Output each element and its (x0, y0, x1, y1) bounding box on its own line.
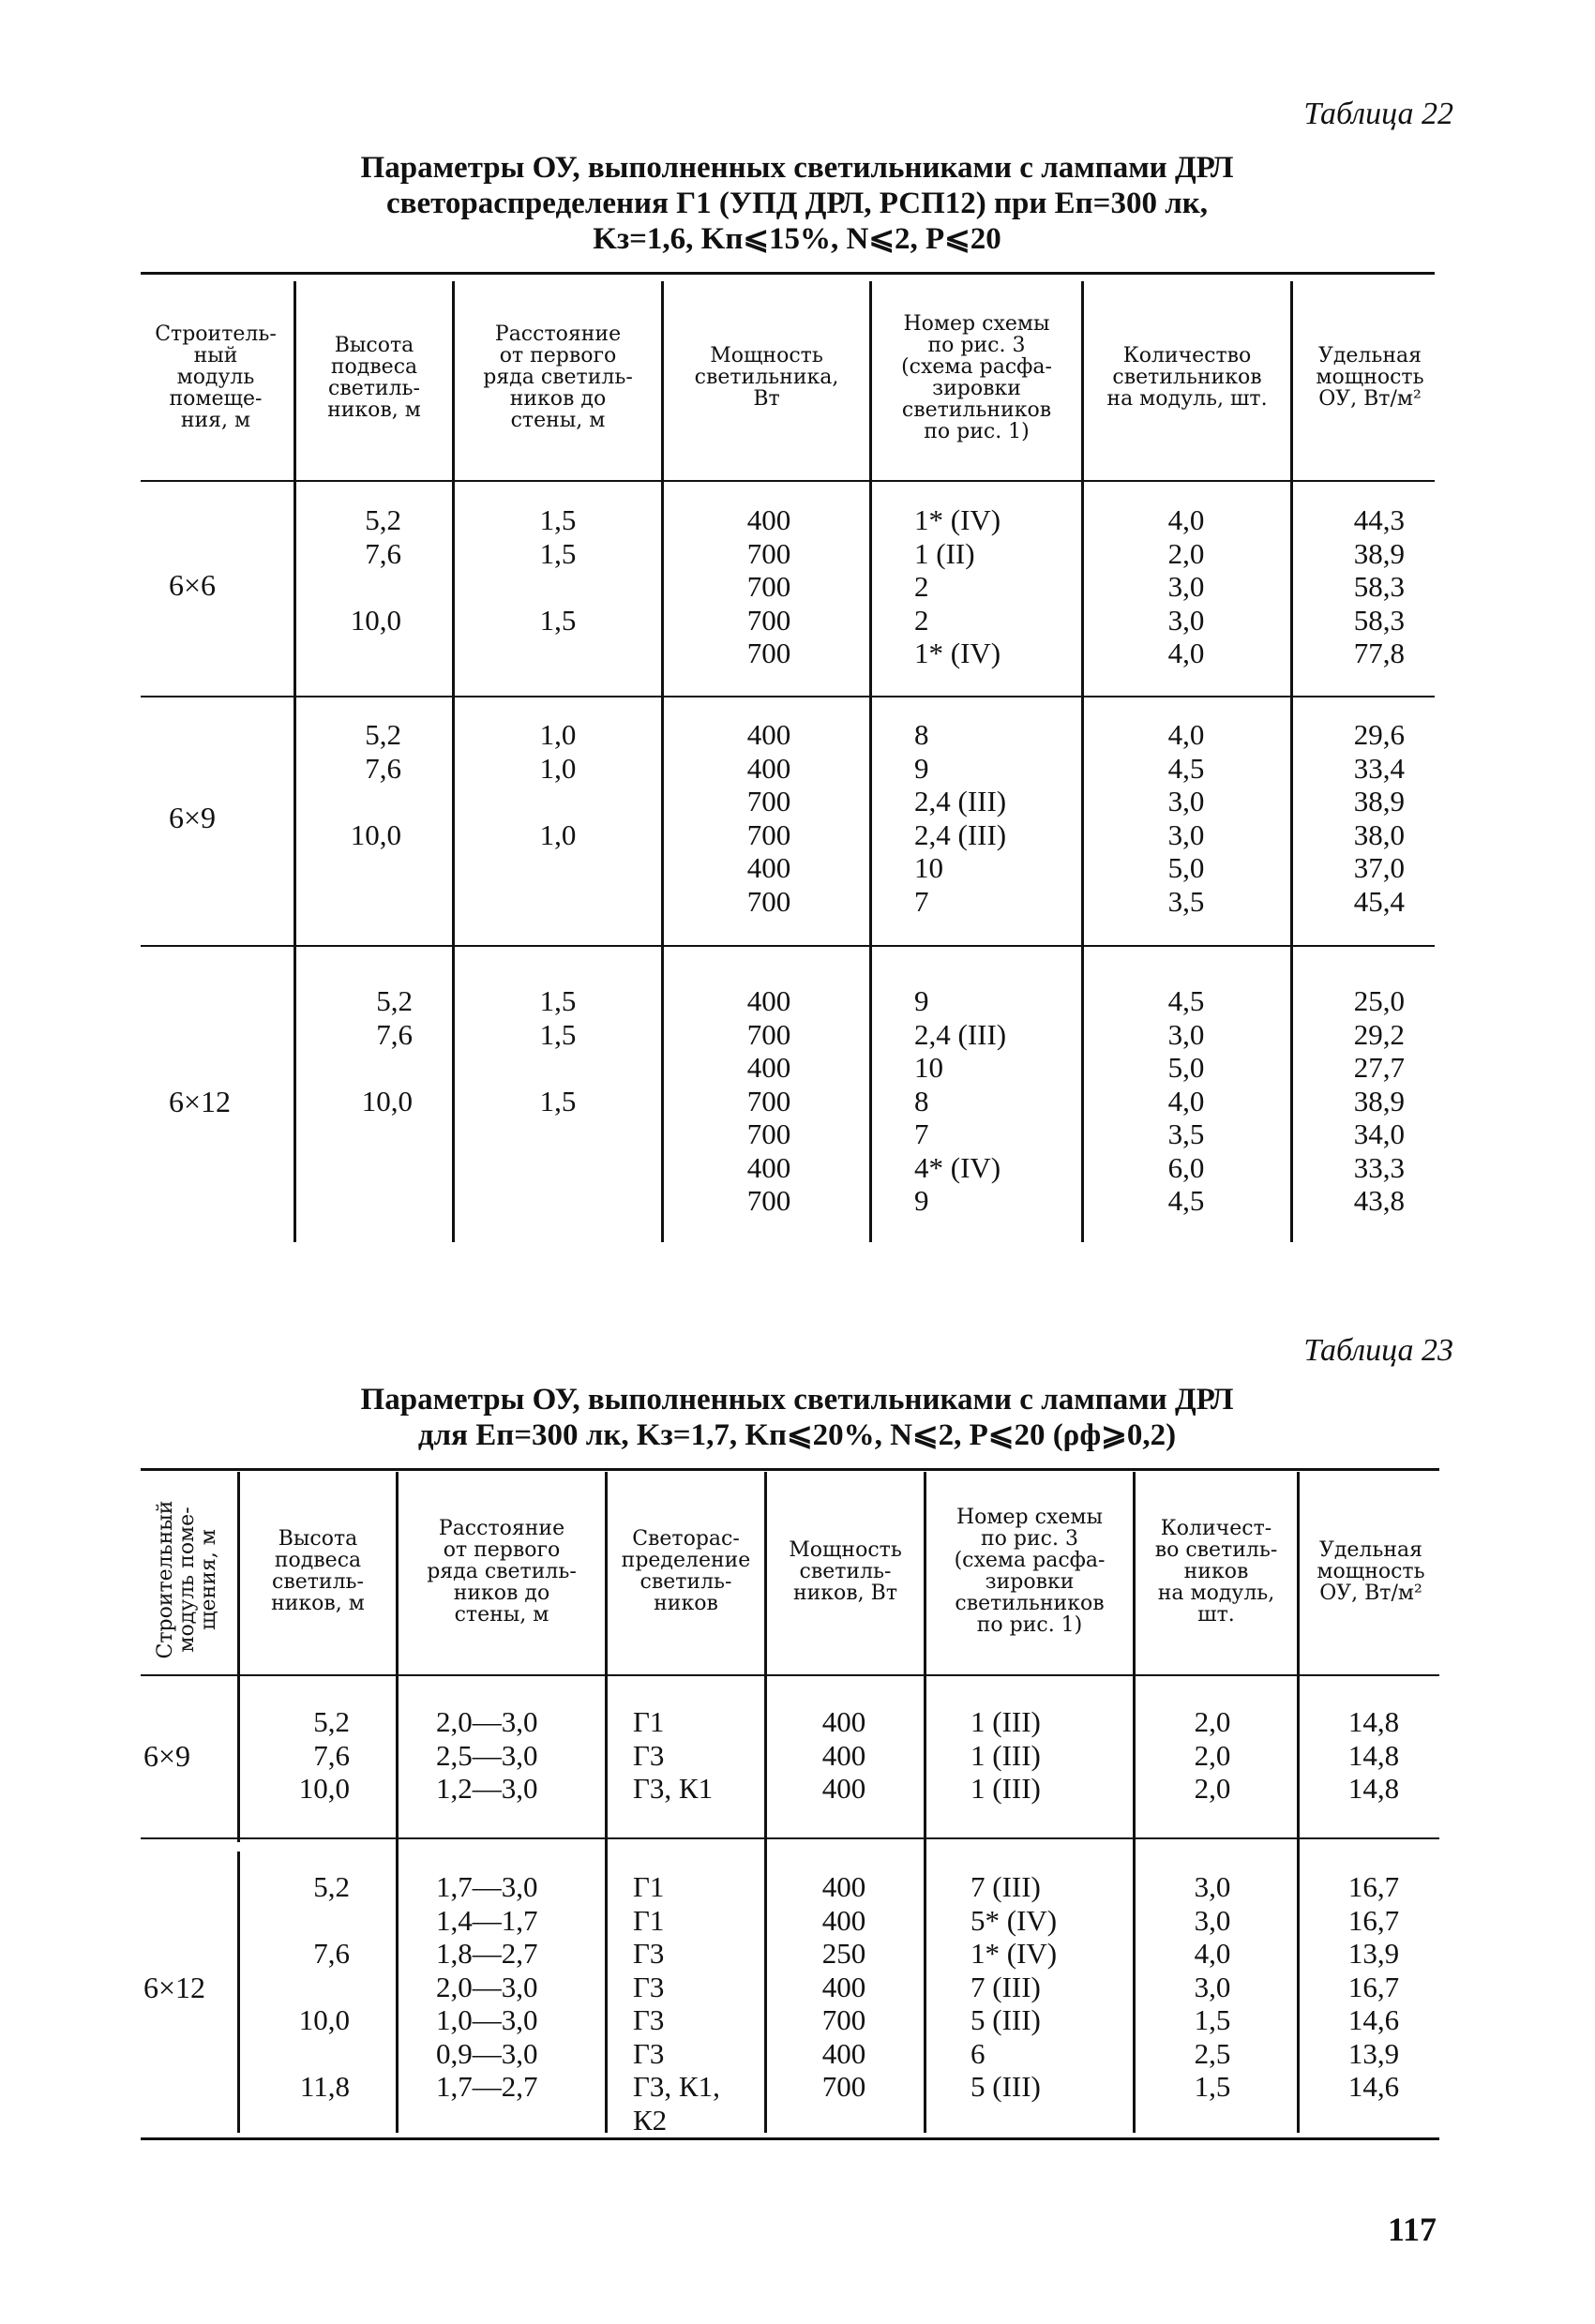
table-23-module-cell: 6×9 (143, 1739, 191, 1773)
table-23-specific-cell: 16,7 16,7 13,9 16,7 14,6 13,9 14,6 (1347, 1870, 1400, 2103)
table-22-specific-cell: 25,0 29,2 27,7 38,9 34,0 33,3 43,8 (1353, 984, 1405, 1217)
table-22-height-cell: 5,2 7,6 10,0 (361, 984, 413, 1117)
table-23-col-rule (605, 1472, 608, 2133)
table-22-module-cell: 6×6 (169, 568, 217, 602)
table-22-header-module: Строитель- ный модуль помеще- ния, м (155, 322, 277, 432)
table-23-distance-cell: 2,0—3,0 2,5—3,0 1,2—3,0 (436, 1705, 538, 1805)
table-22-col-rule (869, 281, 872, 1242)
table-22-module-cell: 6×12 (169, 1085, 232, 1118)
table-23-header-height: Высота подвеса светиль- ников, м (271, 1527, 365, 1615)
table-22-label: Таблица 22 (1303, 97, 1453, 131)
table-23-col-rule (237, 1852, 240, 2133)
table-23-col-rule (924, 1472, 926, 2133)
table-22-count-cell: 4,0 2,0 3,0 3,0 4,0 (1167, 503, 1205, 669)
table-23-header-distance: Расстояние от первого ряда светиль- ников до стены, м (427, 1516, 577, 1627)
table-23-group-rule (141, 1837, 1439, 1839)
table-23-top-rule (141, 1468, 1439, 1471)
table-23-distance-cell: 1,7—3,0 1,4—1,7 1,8—2,7 2,0—3,0 1,0—3,0 0,9—3,0 1,7—2,7 (436, 1870, 538, 2103)
table-23-module-cell: 6×12 (143, 1971, 206, 2004)
table-23-header-module: Строительный модуль поме- щения, м (154, 1500, 220, 1659)
table-22-col-rule (1081, 281, 1084, 1242)
table-23-title: Параметры ОУ, выполненных светильниками с лампами ДРЛ для Eп=300 лк, Kз=1,7, Kп⩽20%, N⩽2, P⩽20 (ρф⩾0,2) (360, 1383, 1234, 1452)
table-23-col-rule (1133, 1472, 1136, 2133)
table-23-header-scheme: Номер схемы по рис. 3 (схема расфа- зировки светильников по рис. 1) (954, 1506, 1106, 1637)
table-23-header-distribution: Светорас- пределение светиль- ников (621, 1527, 751, 1615)
table-22-header-rule (141, 480, 1435, 482)
table-23-height-cell: 5,2 7,6 10,0 (298, 1705, 350, 1805)
table-22-power-cell: 400 400 700 700 400 700 (746, 718, 791, 918)
page-number: 117 (1388, 2211, 1437, 2248)
table-22-specific-cell: 44,3 38,9 58,3 58,3 77,8 (1353, 503, 1405, 669)
table-22-header-distance: Расстояние от первого ряда светиль- ников до стены, м (483, 322, 633, 432)
table-22-scheme-cell: 1* (IV) 1 (II) 2 2 1* (IV) (914, 503, 1001, 669)
table-22-module-cell: 6×9 (169, 801, 217, 834)
table-22-count-cell: 4,5 3,0 5,0 4,0 3,5 6,0 4,5 (1167, 984, 1205, 1217)
table-23-col-rule (237, 1472, 240, 1842)
table-23-col-rule (764, 1472, 767, 2133)
table-23-bottom-rule (141, 2137, 1439, 2140)
table-23-specific-cell: 14,8 14,8 14,8 (1347, 1705, 1400, 1805)
table-22-power-cell: 400 700 700 700 700 (746, 503, 791, 669)
table-22-count-cell: 4,0 4,5 3,0 3,0 5,0 3,5 (1167, 718, 1205, 918)
table-23-header-rule (141, 1674, 1439, 1676)
table-23-power-cell: 400 400 400 (821, 1705, 866, 1805)
table-22-col-rule (452, 281, 455, 1242)
table-22-distance-cell: 1,0 1,0 1,0 (539, 718, 577, 851)
table-22-header-scheme: Номер схемы по рис. 3 (схема расфа- зировки светильников по рис. 1) (901, 311, 1052, 443)
table-23-distribution-cell: Г1 Г1 Г3 Г3 Г3 Г3 Г3, К1, К2 (633, 1870, 720, 2137)
table-23-label: Таблица 23 (1303, 1333, 1453, 1368)
table-22-height-cell: 5,2 7,6 10,0 (350, 718, 401, 851)
table-23-power-cell: 400 400 250 400 700 400 700 (821, 1870, 866, 2103)
table-23-col-rule (396, 1472, 399, 2133)
table-23-header-power: Мощность светиль- ников, Вт (789, 1537, 902, 1605)
table-22-group-rule (141, 696, 1435, 697)
table-22-scheme-cell: 8 9 2,4 (III) 2,4 (III) 10 7 (914, 718, 1007, 918)
table-22-col-rule (1290, 281, 1293, 1242)
table-22-header-count: Количество светильников на модуль, шт. (1106, 344, 1268, 411)
table-22-height-cell: 5,2 7,6 10,0 (350, 503, 401, 637)
table-22-distance-cell: 1,5 1,5 1,5 (539, 984, 577, 1117)
table-22-col-rule (661, 281, 664, 1242)
table-23-scheme-cell: 1 (III) 1 (III) 1 (III) (971, 1705, 1041, 1805)
table-22-scheme-cell: 9 2,4 (III) 10 8 7 4* (IV) 9 (914, 984, 1007, 1217)
table-23-header-count: Количест- во светиль- ников на модуль, шт. (1154, 1516, 1278, 1627)
table-23-count-cell: 3,0 3,0 4,0 3,0 1,5 2,5 1,5 (1194, 1870, 1231, 2103)
table-23-col-rule (1297, 1472, 1300, 2133)
table-23-count-cell: 2,0 2,0 2,0 (1194, 1705, 1231, 1805)
table-22-header-height: Высота подвеса светиль- ников, м (327, 333, 421, 422)
table-22-header-power: Мощность светильника, Вт (694, 344, 839, 411)
table-23-height-cell: 5,2 7,6 10,0 11,8 (298, 1870, 350, 2103)
table-22-power-cell: 400 700 400 700 700 400 700 (746, 984, 791, 1217)
table-23-scheme-cell: 7 (III) 5* (IV) 1* (IV) 7 (III) 5 (III) 6 5 (III) (971, 1870, 1058, 2103)
table-22-col-rule (293, 281, 296, 1242)
table-23-distribution-cell: Г1 Г3 Г3, К1 (633, 1705, 714, 1805)
table-22-group-rule (141, 945, 1435, 947)
table-22-top-rule (141, 272, 1435, 275)
table-22-title: Параметры ОУ, выполненных светильниками с лампами ДРЛ светораспределения Г1 (УПД ДРЛ, РСП12) при Eп=300 лк, Kз=1,6, Kп⩽15%, N⩽2, P⩽20 (360, 151, 1234, 256)
table-22-specific-cell: 29,6 33,4 38,9 38,0 37,0 45,4 (1353, 718, 1405, 918)
table-22-distance-cell: 1,5 1,5 1,5 (539, 503, 577, 637)
table-22-header-specific: Удельная мощность ОУ, Вт/м² (1316, 344, 1424, 411)
table-23-header-specific: Удельная мощность ОУ, Вт/м² (1317, 1537, 1425, 1605)
